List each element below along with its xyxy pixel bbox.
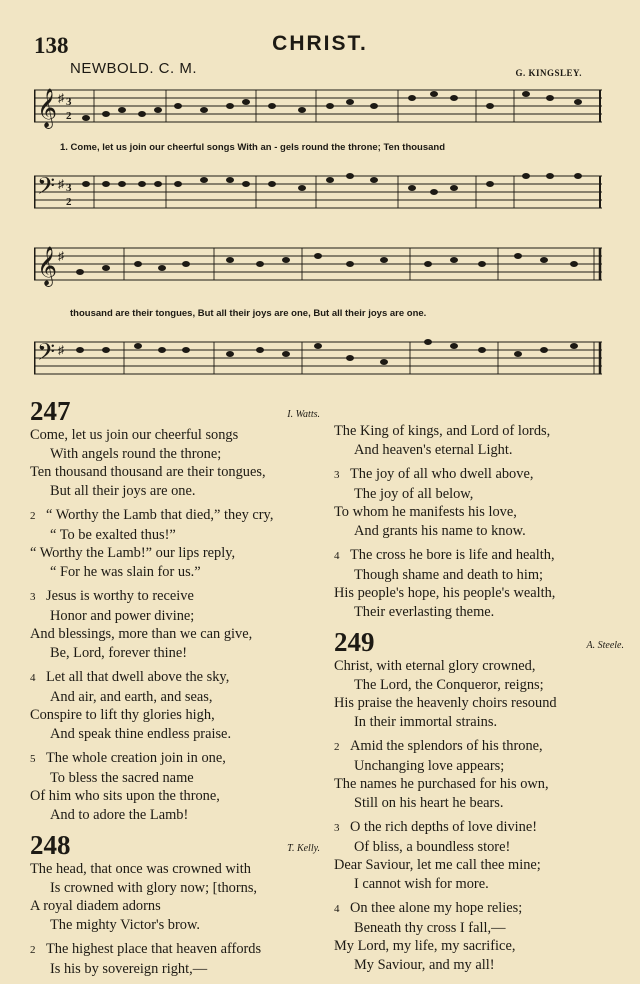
verse-line [334,603,624,622]
stanza [334,546,624,621]
verse-text: The joy of all who dwell above, [350,466,534,482]
verse-text: A royal diadem adorns [30,898,161,914]
verse-text: His people's hope, his people's wealth, [334,585,556,601]
verse-line [334,503,624,522]
stanza-number: 3 [334,822,340,834]
verse-line [30,482,320,501]
verse-line [334,441,624,460]
verse-line [30,879,320,898]
verse-text: Though shame and death to him; [354,566,544,583]
hymn-header [30,830,320,860]
verse-text: To whom he manifests his love, [334,504,517,520]
stanza [30,860,320,934]
stanza-number: 4 [334,550,340,562]
stanza [334,818,624,893]
verse-text: The head, that once was crowned with [30,861,251,877]
verse-line [334,713,624,732]
verse-line [30,725,320,744]
verse-text: Is his by sovereign right,— [50,960,208,977]
verse-line [30,706,320,725]
left-column [30,396,320,984]
verse-text: The whole creation join in one, [46,750,226,766]
verse-text: Is crowned with glory now; [thorns, [50,879,258,896]
verse-text: Conspire to lift thy glories high, [30,707,215,723]
music-system-2-treble [34,240,602,288]
verse-line [334,899,624,919]
hymn-number: 249 [334,627,375,657]
stanza [334,422,624,459]
verse-line [30,625,320,644]
stanza-number: 5 [30,753,36,765]
verse-text: Unchanging love appears; [354,757,505,774]
stanza-number: 2 [30,510,36,522]
verse-line [30,445,320,464]
verse-line [30,749,320,769]
verse-text: The Lord, the Conqueror, reigns; [354,676,544,693]
verse-line [334,757,624,776]
verse-line [30,426,320,445]
verse-line [30,506,320,526]
verse-text: Of bliss, a boundless store! [354,838,511,855]
music-system-2-bass [34,334,602,382]
svg-text:𝄢: 𝄢 [37,338,56,371]
verse-text: “ Worthy the Lamb that died,” they cry, [46,507,274,523]
verse-line [30,688,320,707]
stanza [334,899,624,974]
svg-text:𝄞: 𝄞 [37,88,58,128]
verse-text: To bless the sacred name [50,769,194,786]
verse-line [334,584,624,603]
verse-text: My Lord, my life, my sacrifice, [334,938,516,954]
section-title: CHRIST. [272,32,368,55]
verse-text: Honor and power divine; [50,607,195,624]
verse-line [30,897,320,916]
verse-line [334,856,624,875]
verse-line [30,607,320,626]
verse-text: And to adore the Lamb! [50,806,189,823]
stanza [30,668,320,743]
verse-line [334,794,624,813]
verse-text: But all their joys are one. [50,482,196,499]
stanza [334,657,624,731]
page-number: 138 [34,33,69,58]
hymn-author: A. Steele. [586,639,624,651]
lyric-line-1: 1. Come, let us join our cheerful songs With an - gels round the throne; Ten thousand [60,142,446,153]
svg-text:♯: ♯ [58,177,64,191]
verse-line [30,644,320,663]
stanza [30,587,320,662]
stanza [334,465,624,540]
svg-text:𝄞: 𝄞 [37,246,58,286]
verse-text: Come, let us join our cheerful songs [30,427,239,443]
verse-line [30,860,320,879]
stanza-number: 4 [30,672,36,684]
verse-line [334,485,624,504]
verse-text: Amid the splendors of his throne, [350,738,543,754]
verse-line [334,956,624,975]
verse-text: I cannot wish for more. [354,875,489,892]
verse-line [334,676,624,695]
verse-text: O the rich depths of love divine! [350,819,538,835]
verse-line [30,668,320,688]
verse-text: And heaven's eternal Light. [354,441,513,458]
verse-line [334,838,624,857]
verse-line [334,694,624,713]
tune-name: NEWBOLD. C. M. [70,60,198,77]
verse-text: Still on his heart he bears. [354,794,504,811]
svg-text:3: 3 [66,96,72,108]
stanza-number: 3 [334,469,340,481]
verse-line [334,422,624,441]
stanza [30,940,320,978]
verse-line [334,875,624,894]
verse-text: Beneath thy cross I fall,— [354,919,506,936]
verse-text: With angels round the throne; [50,445,222,462]
verse-line [334,775,624,794]
verse-line [334,919,624,938]
verse-text: His praise the heavenly choirs resound [334,695,557,711]
stanza [30,749,320,824]
verse-line [334,937,624,956]
verse-line [334,737,624,757]
verse-line [30,526,320,545]
music-system-1-bass [34,168,602,216]
verse-line [334,465,624,485]
verse-text: The joy of all below, [354,485,474,502]
hymn-header [30,396,320,426]
verse-text: Christ, with eternal glory crowned, [334,658,536,674]
stanza-number: 2 [30,944,36,956]
verse-text: In their immortal strains. [354,713,498,730]
verse-line [30,960,320,979]
stanza [334,737,624,812]
svg-text:2: 2 [66,196,72,208]
verse-line [30,544,320,563]
verse-line [334,546,624,566]
hymn-number: 248 [30,830,71,860]
verse-text: Jesus is worthy to receive [46,588,194,604]
verse-text: “ For he was slain for us.” [50,563,201,580]
svg-text:𝄢: 𝄢 [37,172,56,205]
stanza-number: 4 [334,903,340,915]
verse-line [30,806,320,825]
verse-line [30,940,320,960]
verse-line [334,566,624,585]
lyric-line-2: thousand are their tongues, But all their joys are one, But all their joys are one. [70,308,427,319]
music-system-1-treble [34,82,602,130]
stanza [30,506,320,581]
svg-text:3: 3 [66,182,72,194]
verse-line [30,587,320,607]
verse-text: Their everlasting theme. [354,603,495,620]
svg-text:2: 2 [66,110,72,122]
verse-text: And grants his name to know. [354,522,526,539]
verse-text: The King of kings, and Lord of lords, [334,423,551,439]
verse-line [30,463,320,482]
verse-text: Dear Saviour, let me call thee mine; [334,857,541,873]
hymn-author: T. Kelly. [287,842,320,854]
verse-text: And speak thine endless praise. [50,725,232,742]
verse-text: Let all that dwell above the sky, [46,669,230,685]
right-column [334,422,624,980]
verse-text: The highest place that heaven affords [46,941,262,957]
verse-text: “ Worthy the Lamb!” our lips reply, [30,545,236,561]
svg-text:♯: ♯ [58,343,64,357]
verse-text: Ten thousand thousand are their tongues, [30,464,266,480]
verse-line [30,563,320,582]
verse-text: The mighty Victor's brow. [50,916,201,933]
hymn-header [334,627,624,657]
verse-line [30,769,320,788]
svg-text:♯: ♯ [58,249,64,263]
verse-text: And blessings, more than we can give, [30,626,253,642]
hymn-number: 247 [30,396,71,426]
verse-text: Of him who sits upon the throne, [30,788,220,804]
stanza [30,426,320,500]
verse-text: The cross he bore is life and health, [350,547,555,563]
verse-line [30,787,320,806]
hymn-author: I. Watts. [287,408,320,420]
verse-line [334,818,624,838]
stanza-number: 2 [334,741,340,753]
verse-text: And air, and earth, and seas, [50,688,213,705]
svg-text:♯: ♯ [58,91,64,105]
composer-credit: G. KINGSLEY. [515,68,582,78]
stanza-number: 3 [30,591,36,603]
verse-text: Be, Lord, forever thine! [50,644,188,661]
verse-line [334,522,624,541]
verse-text: “ To be exalted thus!” [50,526,176,543]
verse-text: On thee alone my hope relies; [350,900,523,916]
verse-text: The names he purchased for his own, [334,776,549,792]
verse-line [334,657,624,676]
verse-text: My Saviour, and my all! [354,956,495,973]
verse-line [30,916,320,935]
